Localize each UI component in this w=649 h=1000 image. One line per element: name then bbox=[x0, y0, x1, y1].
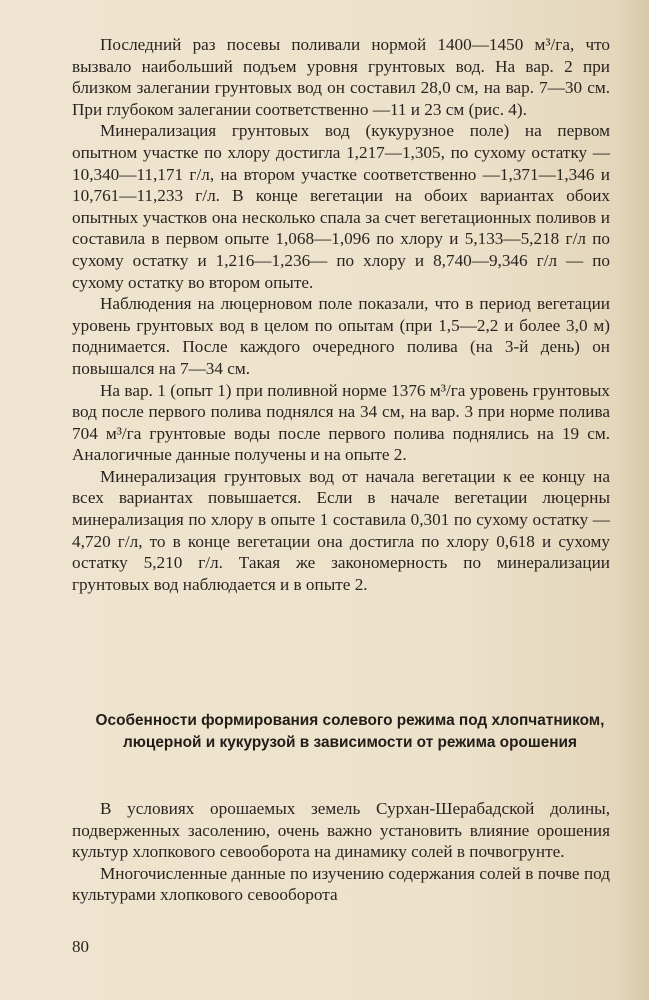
paragraph: Наблюдения на люцерновом поле показали, что в период вегетации уровень грунтовых вод в целом по опытам (при 1,5—2,2 и более 3,0 м) поднимается. После каждого очередного полива (на 3-й день) он повышался на 7—34 см. bbox=[72, 294, 610, 378]
paragraph: Многочисленные данные по изучению содержания солей в почве под культурами хлопкового севооборота bbox=[72, 863, 610, 905]
body-text-top bbox=[72, 34, 610, 595]
paragraph: На вар. 1 (опыт 1) при поливной норме 1376 м³/га уровень грунтовых вод после первого полива поднялся на 34 см, на вар. 3 при норме полива 704 м³/га грунтовые воды после первого полива поднялись на 19 см. Аналогичные данные получены и на опыте 2. bbox=[72, 380, 610, 465]
paragraph: Минерализация грунтовых вод от начала вегетации к ее концу на всех вариантах повышается. Если в начале вегетации люцерны минерализация по хлору в опыте 1 составила 0,301 по сухому остатку —4,720 г/л, то в конце вегетации она достигла по хлору 0,618 и сухому остатку 5,210 г/л. Такая же закономерность по минерализации грунтовых вод наблюдается и в опыте 2. bbox=[72, 466, 610, 594]
paragraph: Минерализация грунтовых вод (кукурузное поле) на первом опытном участке по хлору достигла 1,217—1,305, по сухому остатку —10,340—11,171 г/л, на втором участке соответственно —1,371—1,346 и 10,761—11,233 г/л. В конце вегетации на обоих вариантах обоих опытных участков она несколько спала за счет вегетационных поливов и составила в первом опыте 1,068—1,096 по хлору и 5,133—5,218 г/л по сухому остатку и 1,216—1,236— по хлору и 8,740—9,346 г/л — по сухому остатку во втором опыте. bbox=[72, 121, 610, 292]
paragraph: Последний раз посевы поливали нормой 1400—1450 м³/га, что вызвало наибольший подъем уровня грунтовых вод. На вар. 2 при близком залегании грунтовых вод он составил 28,0 см, на вар. 7—30 см. При глубоком залегании соответственно —11 и 23 см (рис. 4). bbox=[72, 35, 610, 119]
section-heading: Особенности формирования солевого режима под хлопчатником, люцерной и кукурузой в зависимости от режима орошения bbox=[95, 712, 605, 751]
page-number: 80 bbox=[72, 937, 89, 956]
paragraph: В условиях орошаемых земель Сурхан-Шерабадской долины, подверженных засолению, очень важно установить влияние орошения культур хлопкового севооборота на динамику солей в почвогрунте. bbox=[72, 799, 610, 862]
body-text-bottom bbox=[72, 798, 610, 906]
